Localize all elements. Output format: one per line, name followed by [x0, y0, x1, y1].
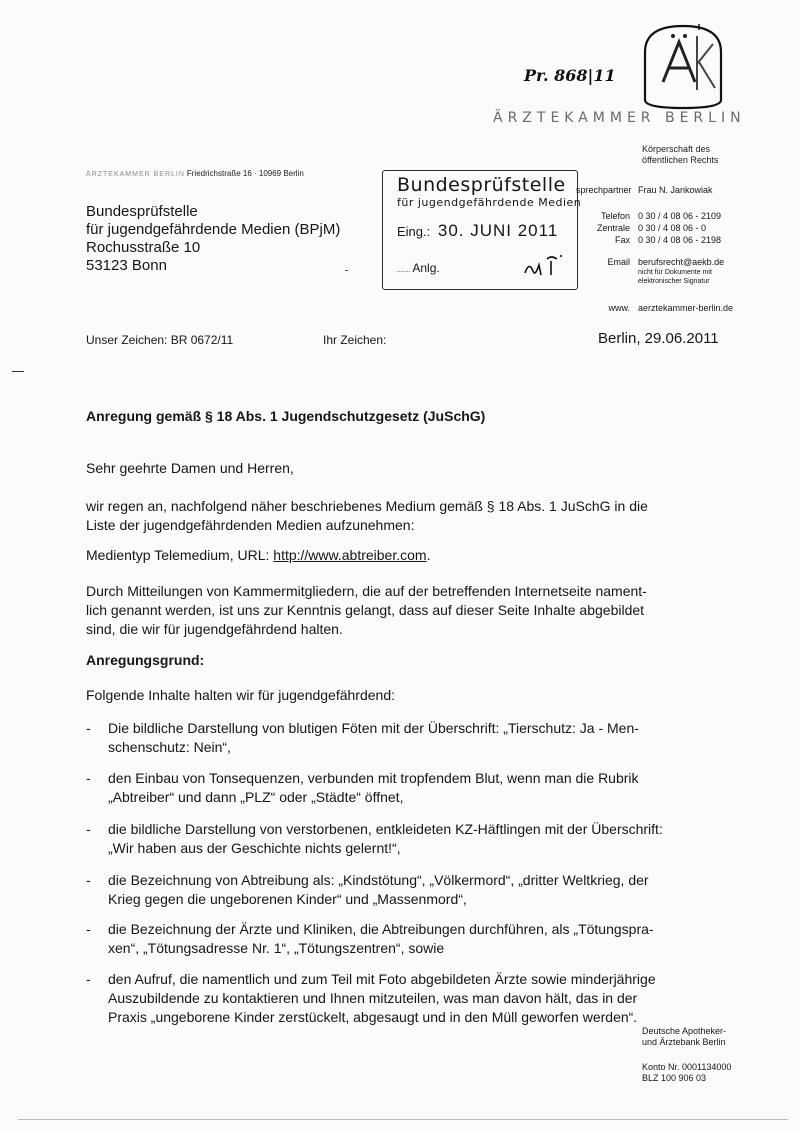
- stamp-anlg-label: Anlg.: [412, 261, 440, 275]
- letter-subject: Anregung gemäß § 18 Abs. 1 Jugendschutzgesetz (JuSchG): [86, 408, 486, 424]
- contact-www-value[interactable]: aerztekammer-berlin.de: [638, 303, 734, 313]
- contact-block: [576, 185, 776, 314]
- paragraph-2-line1: Durch Mitteilungen von Kammermitgliedern, die auf der betreffenden Internetseite nament-: [86, 583, 647, 599]
- medium-end: .: [426, 547, 431, 563]
- list-item: [86, 920, 706, 958]
- contact-www: [576, 302, 776, 314]
- recipient-address: [86, 203, 340, 275]
- contact-tel-value: 0 30 / 4 08 06 - 2109: [638, 211, 722, 221]
- scan-dot: [345, 270, 348, 271]
- contact-fax-label: Fax: [614, 235, 630, 245]
- list-item-line: die Bezeichnung von Abtreibung als: „Kindstötung“, „Völkermord“, „dritter Weltkrieg, der: [108, 872, 649, 888]
- stamp-signature-icon: [521, 251, 567, 281]
- paragraph-1: [86, 497, 706, 535]
- list-item-line: die bildliche Darstellung von verstorbenen, entkleideten KZ-Häftlingen mit der Überschrift:: [108, 821, 663, 837]
- list-dash: -: [86, 821, 91, 837]
- stamp-line1: Bundesprüfstelle: [397, 174, 566, 196]
- list-item-line: Auszubildende zu kontaktieren und Ihnen mitzuteilen, was man davon hält, das in der: [108, 990, 638, 1006]
- list-dash: -: [86, 770, 91, 786]
- list-item-line: Krieg gegen die ungeborenen Kinder“ und „Massenmord“,: [108, 891, 467, 907]
- sender-org: ÄRZTEKAMMER BERLIN: [86, 171, 185, 178]
- our-reference: Unser Zeichen: BR 0672/11: [86, 333, 234, 347]
- list-dash: -: [86, 720, 91, 736]
- receipt-stamp: [382, 170, 582, 290]
- bank-line1: Deutsche Apotheker-: [642, 1026, 727, 1036]
- list-item-line: Praxis „ungeborene Kinder zerstückelt, abgesaugt und in den Müll geworfen werden“.: [108, 1009, 638, 1025]
- contact-email-note1: [576, 268, 776, 277]
- list-intro: Folgende Inhalte halten wir für jugendgefährdend:: [86, 687, 395, 703]
- list-item-line: „Wir haben aus der Geschichte nichts gelernt!“,: [108, 840, 401, 856]
- medium-url-link[interactable]: http://www.abtreiber.com: [273, 547, 427, 563]
- contact-partner: [576, 184, 776, 196]
- contact-partner-value: Frau N. Jankowiak: [638, 185, 713, 195]
- contact-tel-label: Telefon: [600, 211, 630, 221]
- paragraph-2-line3: sind, die wir für jugendgefährdend halten.: [86, 621, 343, 637]
- contact-email-value[interactable]: berufsrecht@aekb.de: [638, 257, 725, 267]
- bank-line2: und Ärztebank Berlin: [642, 1037, 726, 1047]
- recipient-line2: für jugendgefährdende Medien (BPjM): [86, 221, 341, 238]
- contact-fax: [576, 234, 776, 246]
- list-item: [86, 970, 706, 1027]
- contact-fax-value: 0 30 / 4 08 06 - 2198: [638, 235, 722, 245]
- list-item-line: schenschutz: Nein“,: [108, 739, 231, 755]
- salutation: Sehr geehrte Damen und Herren,: [86, 460, 294, 476]
- section-heading: Anregungsgrund:: [86, 652, 205, 668]
- contact-zentrale-label: Zentrale: [596, 223, 630, 233]
- contact-email: [576, 256, 776, 268]
- list-item: [86, 719, 706, 757]
- list-item-line: xen“, „Tötungsadresse Nr. 1“, „Tötungszentren“, sowie: [108, 940, 445, 956]
- list-item: [86, 769, 706, 807]
- bank-details: [642, 1026, 731, 1084]
- bank-blz: BLZ 100 906 03: [642, 1073, 707, 1083]
- paragraph-2: [86, 582, 706, 639]
- stamp-attachments: [397, 261, 440, 275]
- stamp-anlg-prefix: ........: [397, 268, 411, 274]
- list-item: [86, 820, 706, 858]
- stamp-received: [397, 221, 558, 241]
- legal-status-line1: Körperschaft des: [642, 144, 711, 154]
- contact-telefon: [576, 210, 776, 222]
- contact-www-label: www.: [608, 303, 630, 313]
- list-item-line: den Einbau von Tonsequenzen, verbunden mit tropfendem Blut, wenn man die Rubrik: [108, 770, 639, 786]
- scan-mark: [12, 371, 24, 372]
- contact-zentrale: [576, 222, 776, 234]
- letter-date: Berlin, 29.06.2011: [598, 330, 719, 347]
- recipient-line4: 53123 Bonn: [86, 257, 167, 274]
- stamp-line2: für jugendgefährdende Medien: [397, 196, 582, 209]
- handwritten-reference: Pr. 868|11: [524, 66, 616, 85]
- medium-label: Medientyp Telemedium, URL:: [86, 547, 274, 563]
- legal-status-line2: öffentlichen Rechts: [642, 155, 719, 165]
- contact-email-note2: [576, 277, 776, 286]
- recipient-line1: Bundesprüfstelle: [86, 203, 198, 220]
- contact-email-note1-text: nicht für Dokumente mit: [638, 269, 712, 276]
- stamp-eing-label: Eing.:: [397, 224, 431, 239]
- sender-address: Friedrichstraße 16 · 10969 Berlin: [186, 169, 304, 178]
- list-dash: -: [86, 872, 91, 888]
- paragraph-2-line2: lich genannt werden, ist uns zur Kenntnis gelangt, dass auf dieser Seite Inhalte abgebildet: [86, 602, 645, 618]
- scan-bottom-line: [18, 1119, 788, 1120]
- stamp-eing-date: 30. JUNI 2011: [437, 221, 559, 240]
- medium-line: [86, 546, 706, 565]
- contact-email-label: Email: [607, 257, 630, 267]
- list-dash: -: [86, 971, 91, 987]
- list-item-line: Die bildliche Darstellung von blutigen Föten mit der Überschrift: „Tierschutz: Ja - Men-: [108, 720, 639, 736]
- list-item: [86, 871, 706, 909]
- contact-email-note2-text: elektronischer Signatur: [638, 278, 710, 285]
- list-item-line: „Abtreiber“ und dann „PLZ“ oder „Städte“ öffnet,: [108, 789, 404, 805]
- bank-account: Konto Nr. 0001134000: [642, 1062, 732, 1072]
- list-item-line: den Aufruf, die namentlich und zum Teil mit Foto abgebildeten Ärzte sowie minderjährige: [108, 971, 656, 987]
- legal-status: [642, 144, 782, 166]
- sender-line: [86, 169, 304, 179]
- recipient-line3: Rochusstraße 10: [86, 239, 201, 256]
- your-reference: Ihr Zeichen:: [323, 333, 387, 347]
- contact-zentrale-value: 0 30 / 4 08 06 - 0: [638, 223, 707, 233]
- contact-partner-label: sprechpartner: [576, 185, 632, 195]
- aerztekammer-logo-icon: [641, 22, 725, 112]
- paragraph-1-line1: wir regen an, nachfolgend näher beschriebenes Medium gemäß § 18 Abs. 1 JuSchG in die: [86, 498, 648, 514]
- list-dash: -: [86, 921, 91, 937]
- list-item-line: die Bezeichnung der Ärzte und Kliniken, die Abtreibungen durchführen, als „Tötungspra-: [108, 921, 654, 937]
- org-name: ÄRZTEKAMMER BERLIN: [493, 110, 746, 126]
- paragraph-1-line2: Liste der jugendgefährdenden Medien aufzunehmen:: [86, 517, 415, 533]
